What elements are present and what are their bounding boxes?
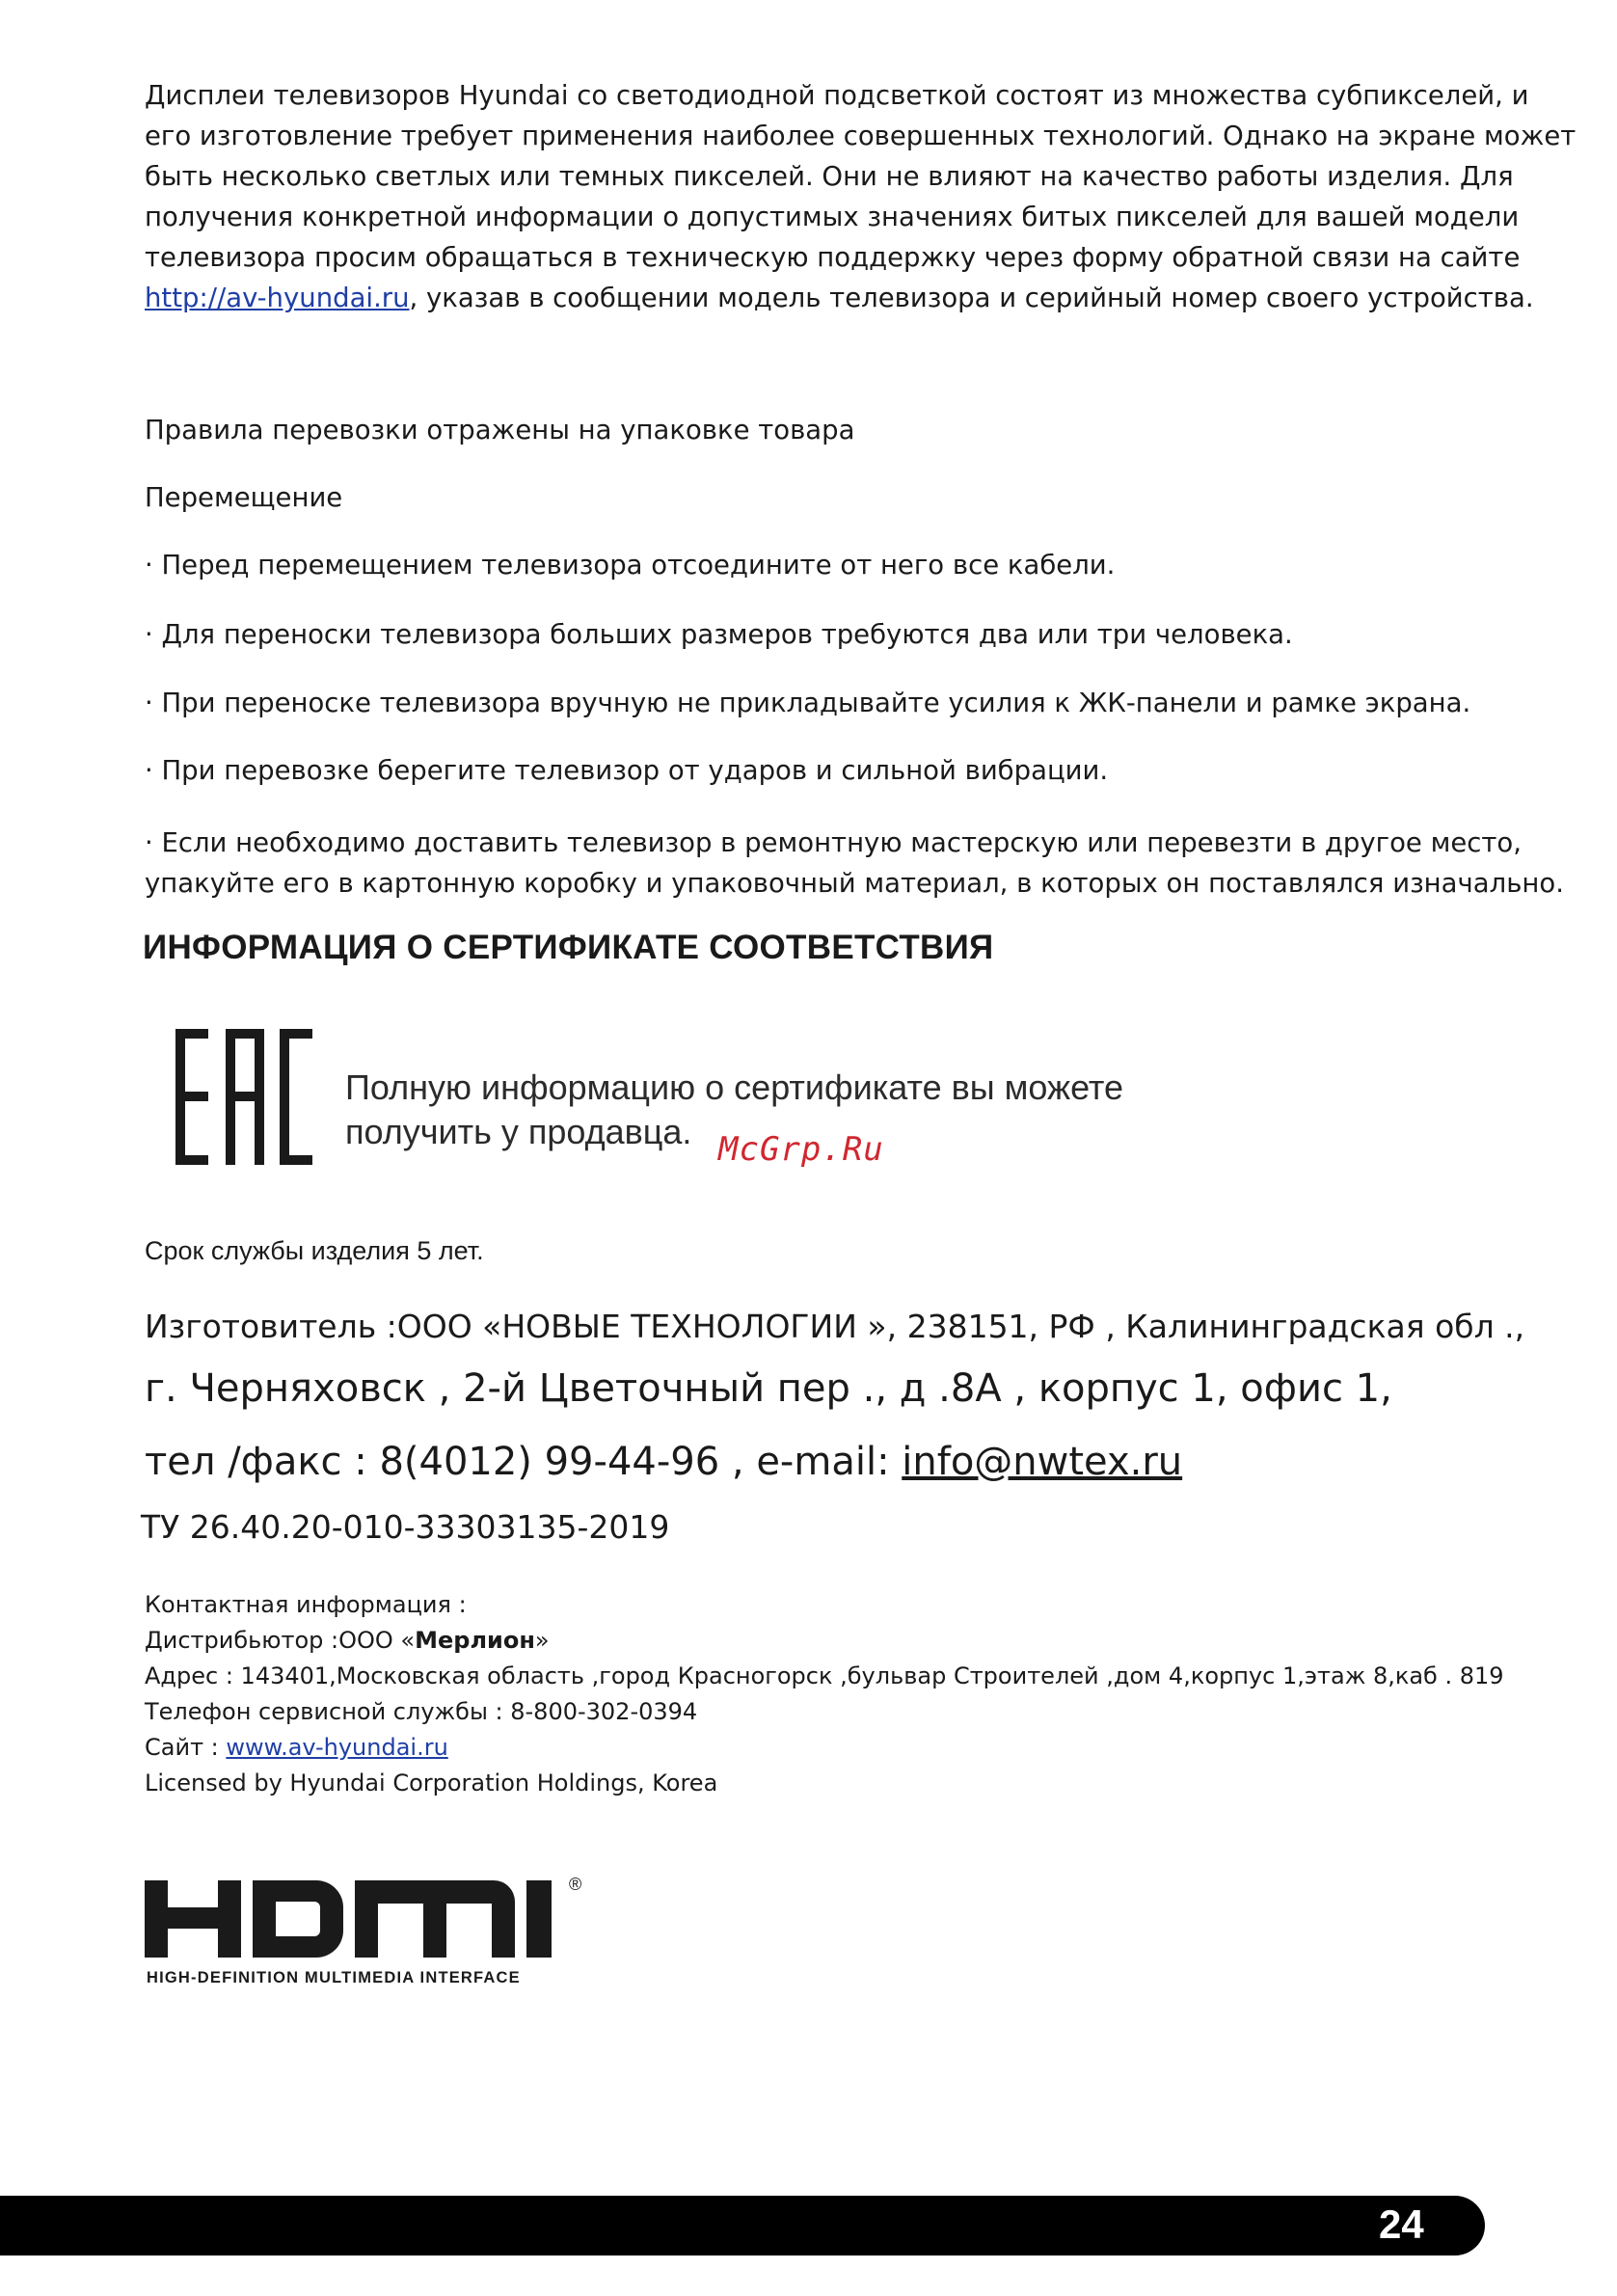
support-site-link[interactable]: http://av-hyundai.ru: [145, 283, 410, 313]
distributor-suffix: »: [534, 1627, 550, 1654]
manufacturer-tu: ТУ 26.40.20-010-33303135-2019: [141, 1508, 670, 1546]
intro-line-4: получения конкретной информации о допустимых значениях битых пикселей для вашей модели: [145, 202, 1520, 232]
intro-paragraph: [145, 75, 1576, 318]
hdmi-logo-icon: [145, 1880, 598, 1958]
contacts-heading: Контактная информация :: [145, 1591, 467, 1618]
intro-line-2: его изготовление требует применения наиболее совершенных технологий. Однако на экране может: [145, 121, 1577, 151]
eac-logo: [175, 1029, 312, 1169]
manufacturer-email-link[interactable]: info@nwtex.ru: [902, 1440, 1183, 1484]
transport-bullet-5-line-2: упакуйте его в картонную коробку и упаковочный материал, в которых он поставлялся изначально.: [145, 868, 1564, 899]
site-prefix: Сайт :: [145, 1734, 227, 1761]
site-link[interactable]: www.av-hyundai.ru: [226, 1734, 448, 1761]
page-number: 24: [1379, 2201, 1424, 2247]
hdmi-logo: [145, 1875, 598, 1986]
contacts-site: [145, 1730, 1504, 1766]
manufacturer-phone: тел /факс : 8(4012) 99-44-96 , e-mail:: [145, 1440, 903, 1484]
eac-logo-icon: [175, 1029, 312, 1165]
transport-heading: Перемещение: [145, 482, 343, 513]
transport-bullet-1: · Перед перемещением телевизора отсоедините от него все кабели.: [145, 550, 1116, 581]
manufacturer-line-1: Изготовитель :ООО «НОВЫЕ ТЕХНОЛОГИИ », 238151, РФ , Калининградская обл .,: [145, 1308, 1525, 1345]
contacts-block: [145, 1587, 1504, 1801]
contacts-distributor: [145, 1623, 1504, 1659]
contacts-address: Адрес : 143401,Московская область ,город Красногорск ,бульвар Строителей ,дом 4,корпус 1,этаж 8,каб . 819: [145, 1662, 1504, 1689]
transport-bullet-5-line-1: · Если необходимо доставить телевизор в ремонтную мастерскую или перевезти в другое место,: [145, 827, 1522, 858]
distributor-prefix: Дистрибьютор :ООО «: [145, 1627, 416, 1654]
footer-bar: [0, 2196, 1485, 2255]
intro-line-5: телевизора просим обращаться в техническую поддержку через форму обратной связи на сайте: [145, 242, 1521, 273]
intro-line-6-rest: , указав в сообщении модель телевизора и серийный номер своего устройства.: [409, 283, 1534, 313]
manufacturer-line-3: [145, 1440, 1182, 1484]
contacts-phone: Телефон сервисной службы : 8-800-302-0394: [145, 1698, 698, 1725]
intro-line-6: [145, 278, 1576, 318]
transport-bullet-5: [145, 823, 1564, 904]
intro-line-3: быть несколько светлых или темных пикселей. Они не влияют на качество работы изделия. Для: [145, 161, 1514, 192]
manufacturer-line-2: г. Черняховск , 2-й Цветочный пер ., д .8А , корпус 1, офис 1,: [145, 1366, 1392, 1411]
distributor-name: Мерлион: [415, 1627, 535, 1654]
transport-bullet-3: · При переноске телевизора вручную не прикладывайте усилия к ЖК-панели и рамке экрана.: [145, 688, 1471, 718]
transport-bullet-4: · При перевозке берегите телевизор от ударов и сильной вибрации.: [145, 755, 1109, 786]
certificate-text-line-2: получить у продавца.: [345, 1112, 692, 1151]
hdmi-subtitle: HIGH-DEFINITION MULTIMEDIA INTERFACE: [147, 1969, 521, 1986]
certificate-title: ИНФОРМАЦИЯ О СЕРТИФИКАТЕ СООТВЕТСТВИЯ: [143, 929, 994, 966]
contacts-license: Licensed by Hyundai Corporation Holdings, Korea: [145, 1769, 718, 1796]
intro-line-1: Дисплеи телевизоров Hyundai со светодиодной подсветкой состоят из множества субпикселей, и: [145, 80, 1529, 111]
transport-bullet-2: · Для переноски телевизора больших размеров требуются два или три человека.: [145, 619, 1293, 650]
transport-rules: Правила перевозки отражены на упаковке товара: [145, 415, 855, 446]
watermark: McGrp.Ru: [718, 1130, 884, 1169]
certificate-text-line-1: Полную информацию о сертификате вы можете: [345, 1067, 1124, 1107]
registered-mark: ®: [569, 1875, 582, 1894]
service-life: Срок службы изделия 5 лет.: [145, 1236, 484, 1265]
